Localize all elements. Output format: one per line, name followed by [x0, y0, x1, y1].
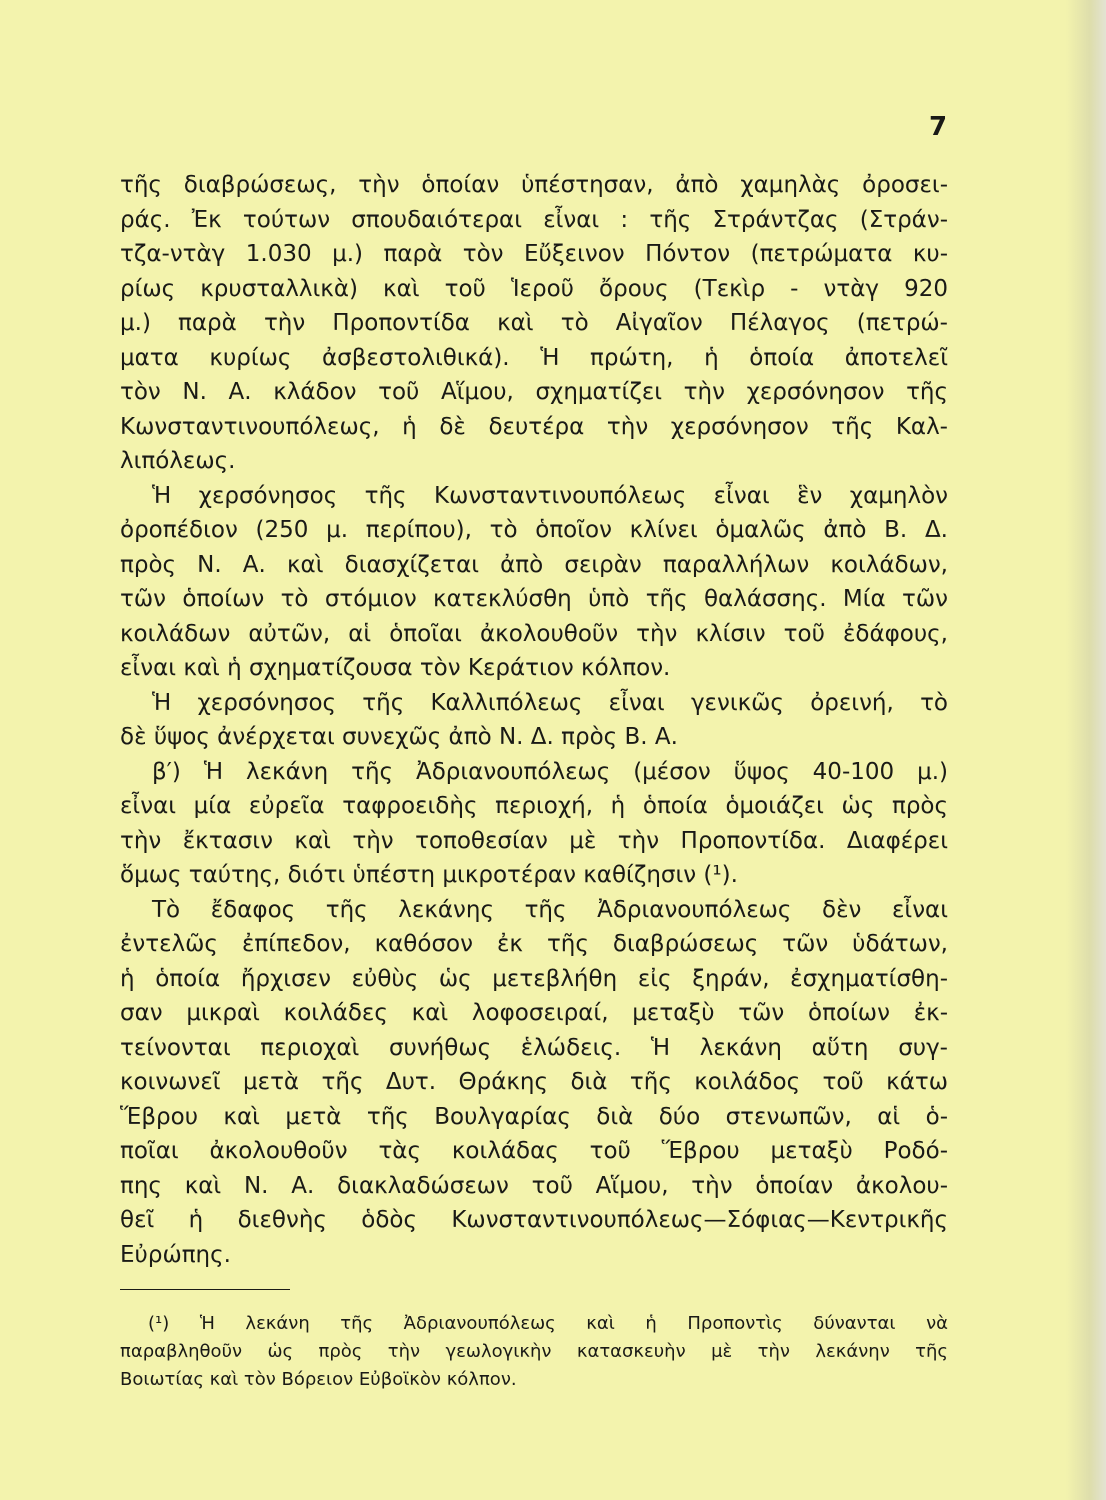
page-number: 7: [929, 112, 948, 142]
text-line: ὀροπέδιον (250 μ. περίπου), τὸ ὁποῖον κλίνει ὁμαλῶς ἀπὸ Β. Δ.: [120, 517, 948, 543]
text-line: Ἡ χερσόνησος τῆς Κωνσταντινουπόλεως εἶναι ἓν χαμηλὸν: [152, 482, 948, 509]
text-line: εἶναι καὶ ἡ σχηματίζουσα τὸν Κεράτιον κόλπον.: [120, 655, 671, 681]
text-line: ρίως κρυσταλλικὰ) καὶ τοῦ Ἱεροῦ ὄρους (Τεκὶρ - ντὰγ 920: [120, 275, 948, 302]
footnote-line: Βοιωτίας καὶ τὸν Βόρειον Εὐβοϊκὸν κόλπον.: [120, 1369, 517, 1390]
text-line: λιπόλεως.: [120, 448, 236, 474]
text-line: εἶναι μία εὐρεῖα ταφροειδὴς περιοχή, ἡ ὁποία ὁμοιάζει ὡς πρὸς: [120, 793, 948, 819]
text-line: τείνονται περιοχαὶ συνήθως ἑλώδεις. Ἡ λεκάνη αὕτη συγ-: [120, 1034, 948, 1061]
text-line: τῆς διαβρώσεως, τὴν ὁποίαν ὑπέστησαν, ἀπὸ χαμηλὰς ὀροσει-: [120, 172, 948, 198]
text-line: ματα κυρίως ἀσβεστολιθικά). Ἡ πρώτη, ἡ ὁποία ἀποτελεῖ: [120, 344, 948, 371]
text-line: μ.) παρὰ τὴν Προποντίδα καὶ τὸ Αἰγαῖον Πέλαγος (πετρώ-: [120, 310, 948, 336]
footnote-divider: [120, 1289, 290, 1290]
text-line: πης καὶ Ν. Α. διακλαδώσεων τοῦ Αἵμου, τὴν ὁποίαν ἀκολου-: [120, 1172, 948, 1199]
text-line: Ἕβρου καὶ μετὰ τῆς Βουλγαρίας διὰ δύο στενωπῶν, αἱ ὁ-: [120, 1103, 948, 1130]
text-line: πρὸς Ν. Α. καὶ διασχίζεται ἀπὸ σειρὰν παραλλήλων κοιλάδων,: [120, 551, 948, 578]
text-line: ράς. Ἐκ τούτων σπουδαιότεραι εἶναι : τῆς Στράντζας (Στράν-: [120, 206, 948, 233]
text-line: ποῖαι ἀκολουθοῦν τὰς κοιλάδας τοῦ Ἕβρου μεταξὺ Ροδό-: [120, 1138, 948, 1164]
footnote: [120, 1310, 948, 1394]
body-text: [120, 168, 948, 1272]
text-line: ἡ ὁποία ἤρχισεν εὐθὺς ὡς μετεβλήθη εἰς ξηράν, ἐσχηματίσθη-: [120, 965, 948, 992]
footnote-line: (¹) Ἡ λεκάνη τῆς Ἀδριανουπόλεως καὶ ἡ Προποντὶς δύνανται νὰ: [148, 1313, 948, 1334]
text-line: Εὐρώπης.: [120, 1241, 231, 1268]
text-line: τὸν Ν. Α. κλάδον τοῦ Αἵμου, σχηματίζει τὴν χερσόνησον τῆς: [120, 379, 948, 405]
text-line: Κωνσταντινουπόλεως, ἡ δὲ δευτέρα τὴν χερσόνησον τῆς Καλ-: [120, 413, 948, 440]
text-line: ἐντελῶς ἐπίπεδον, καθόσον ἐκ τῆς διαβρώσεως τῶν ὑδάτων,: [120, 931, 948, 957]
text-line: Ἡ χερσόνησος τῆς Καλλιπόλεως εἶναι γενικῶς ὀρεινή, τὸ: [152, 689, 948, 716]
text-line: δὲ ὕψος ἀνέρχεται συνεχῶς ἀπὸ Ν. Δ. πρὸς Β. Α.: [120, 724, 678, 750]
text-line: θεῖ ἡ διεθνὴς ὁδὸς Κωνσταντινουπόλεως—Σόφιας—Κεντρικῆς: [120, 1207, 948, 1233]
text-line: β′) Ἡ λεκάνη τῆς Ἀδριανουπόλεως (μέσον ὕψος 40-100 μ.): [152, 758, 948, 785]
text-line: τζα-ντὰγ 1.030 μ.) παρὰ τὸν Εὔξεινον Πόντον (πετρώματα κυ-: [120, 241, 948, 267]
text-line: σαν μικραὶ κοιλάδες καὶ λοφοσειραί, μεταξὺ τῶν ὁποίων ἐκ-: [120, 1000, 948, 1026]
text-line: τὴν ἔκτασιν καὶ τὴν τοποθεσίαν μὲ τὴν Προποντίδα. Διαφέρει: [120, 827, 948, 854]
footnote-line: παραβληθοῦν ὡς πρὸς τὴν γεωλογικὴν κατασκευὴν μὲ τὴν λεκάνην τῆς: [120, 1341, 948, 1362]
text-line: Τὸ ἔδαφος τῆς λεκάνης τῆς Ἀδριανουπόλεως δὲν εἶναι: [152, 896, 948, 923]
text-line: τῶν ὁποίων τὸ στόμιον κατεκλύσθη ὑπὸ τῆς θαλάσσης. Μία τῶν: [120, 586, 948, 612]
page-edge: [1066, 0, 1106, 1500]
text-line: κοινωνεῖ μετὰ τῆς Δυτ. Θράκης διὰ τῆς κοιλάδος τοῦ κάτω: [120, 1069, 948, 1095]
text-line: ὅμως ταύτης, διότι ὑπέστη μικροτέραν καθίζησιν (¹).: [120, 862, 738, 888]
text-line: κοιλάδων αὐτῶν, αἱ ὁποῖαι ἀκολουθοῦν τὴν κλίσιν τοῦ ἐδάφους,: [120, 620, 948, 647]
